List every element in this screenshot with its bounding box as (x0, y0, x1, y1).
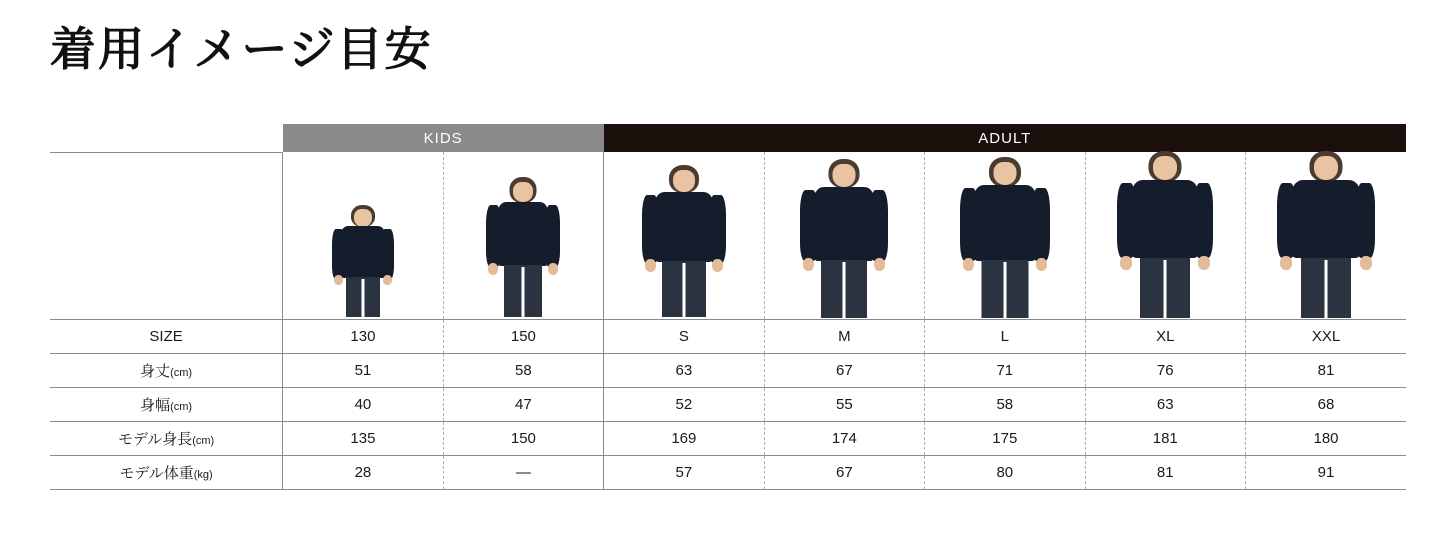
cell-body-width-M: 55 (764, 387, 924, 421)
cell-body-width-XXL: 68 (1246, 387, 1407, 421)
model-cell-M (764, 152, 924, 319)
row-label-model-height (50, 421, 283, 455)
cell-size-XXL: XXL (1246, 319, 1407, 353)
page-title: 着用イメージ目安 (50, 23, 433, 75)
model-cell-L (925, 152, 1085, 319)
cell-body-length-L: 71 (925, 353, 1085, 387)
model-figure-S (632, 165, 736, 317)
cell-model-weight-M: 67 (764, 455, 924, 489)
cell-body-width-S: 52 (604, 387, 764, 421)
row-label-body-length-unit: (cm) (170, 366, 193, 379)
cell-model-weight-XL: 81 (1085, 455, 1245, 489)
model-cell-S (604, 152, 764, 319)
cell-size-S: S (604, 319, 764, 353)
row-size (50, 319, 1406, 353)
cell-model-weight-150: — (443, 455, 603, 489)
cell-model-height-130: 135 (283, 421, 443, 455)
cell-model-weight-L: 80 (925, 455, 1085, 489)
cell-body-length-XXL: 81 (1246, 353, 1407, 387)
cell-body-length-M: 67 (764, 353, 924, 387)
row-label-body-width (50, 387, 283, 421)
row-label-body-length (50, 353, 283, 387)
row-label-model-weight-unit: (kg) (193, 468, 213, 481)
model-figure-130 (322, 205, 404, 317)
cell-model-weight-XXL: 91 (1246, 455, 1407, 489)
model-cell-130 (283, 152, 443, 319)
cell-model-height-M: 174 (764, 421, 924, 455)
cell-size-XL: XL (1085, 319, 1245, 353)
cell-body-length-S: 63 (604, 353, 764, 387)
row-label-body-width-text: 身幅 (140, 396, 171, 414)
model-cell-150 (443, 152, 603, 319)
group-header-adult: ADULT (604, 124, 1406, 152)
row-model-weight (50, 455, 1406, 489)
cell-body-width-L: 58 (925, 387, 1085, 421)
cell-body-length-XL: 76 (1085, 353, 1245, 387)
group-header-row (50, 124, 1406, 152)
model-image-row (50, 152, 1406, 319)
row-label-size: SIZE (50, 319, 283, 353)
group-header-blank (50, 124, 283, 152)
group-header-kids: KIDS (283, 124, 604, 152)
row-body-width (50, 387, 1406, 421)
cell-model-height-XXL: 180 (1246, 421, 1407, 455)
cell-body-width-XL: 63 (1085, 387, 1245, 421)
model-figure-XL (1107, 151, 1223, 317)
cell-body-length-130: 51 (283, 353, 443, 387)
model-row-label (50, 152, 283, 319)
row-label-model-height-text: モデル身長 (117, 430, 193, 448)
size-table (50, 124, 1406, 490)
row-label-body-width-unit: (cm) (170, 400, 193, 413)
size-table-wrap (50, 124, 1406, 490)
model-figure-L (950, 157, 1060, 317)
cell-body-length-150: 58 (443, 353, 603, 387)
model-cell-XL (1085, 152, 1245, 319)
model-cell-XXL (1246, 152, 1407, 319)
cell-body-width-150: 47 (443, 387, 603, 421)
cell-size-L: L (925, 319, 1085, 353)
row-label-model-height-unit: (cm) (192, 434, 215, 447)
row-label-model-weight (50, 455, 283, 489)
cell-model-height-150: 150 (443, 421, 603, 455)
cell-body-width-130: 40 (283, 387, 443, 421)
cell-size-150: 150 (443, 319, 603, 353)
model-figure-150 (477, 177, 569, 317)
row-label-body-length-text: 身丈 (140, 362, 171, 380)
model-figure-M (790, 159, 898, 317)
row-label-model-weight-text: モデル体重 (119, 464, 194, 482)
cell-model-weight-S: 57 (604, 455, 764, 489)
cell-model-height-S: 169 (604, 421, 764, 455)
cell-model-height-L: 175 (925, 421, 1085, 455)
cell-model-height-XL: 181 (1085, 421, 1245, 455)
row-model-height (50, 421, 1406, 455)
cell-model-weight-130: 28 (283, 455, 443, 489)
model-figure-XXL (1267, 151, 1385, 317)
cell-size-130: 130 (283, 319, 443, 353)
cell-size-M: M (764, 319, 924, 353)
row-body-length (50, 353, 1406, 387)
